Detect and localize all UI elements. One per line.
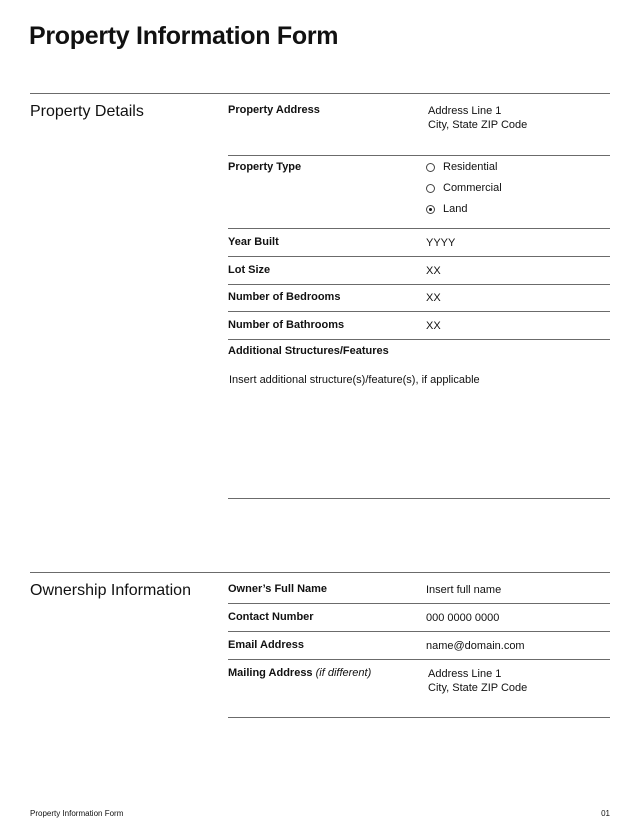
mailing-address-label-text: Mailing Address (228, 667, 313, 679)
row-divider (228, 311, 610, 312)
year-built-field[interactable]: YYYY (426, 237, 456, 249)
radio-label: Commercial (443, 182, 502, 194)
radio-land[interactable] (426, 203, 467, 215)
section-heading-ownership: Ownership Information (30, 582, 191, 599)
page-number: 01 (601, 809, 610, 818)
section-divider (30, 572, 610, 573)
lot-size-label: Lot Size (228, 264, 271, 276)
contact-number-label: Contact Number (228, 611, 314, 623)
additional-structures-field[interactable]: Insert additional structure(s)/feature(s), if applicable (229, 374, 480, 386)
footer-title: Property Information Form (30, 809, 124, 818)
row-divider (228, 256, 610, 257)
bedrooms-field[interactable]: XX (426, 292, 441, 304)
row-divider (228, 498, 610, 499)
contact-number-field[interactable]: 000 0000 0000 (426, 612, 500, 624)
mailing-address-field[interactable] (428, 667, 527, 695)
owner-name-field[interactable]: Insert full name (426, 584, 502, 596)
section-heading-property-details: Property Details (30, 103, 144, 120)
bathrooms-field[interactable]: XX (426, 320, 441, 332)
row-divider (228, 228, 610, 229)
row-divider (228, 659, 610, 660)
row-divider (228, 717, 610, 718)
address-line1: Address Line 1 (428, 105, 502, 117)
page-title: Property Information Form (29, 22, 339, 50)
row-divider (228, 284, 610, 285)
radio-circle-icon (426, 163, 435, 172)
additional-structures-label: Additional Structures/Features (228, 345, 389, 357)
year-built-label: Year Built (228, 236, 279, 248)
property-address-label: Property Address (228, 104, 320, 116)
mailing-address-line2: City, State ZIP Code (428, 682, 528, 694)
row-divider (228, 155, 610, 156)
property-address-field[interactable] (428, 104, 527, 132)
radio-label: Residential (443, 161, 498, 173)
email-field[interactable]: name@domain.com (426, 640, 525, 652)
mailing-address-line1: Address Line 1 (428, 668, 502, 680)
bathrooms-label: Number of Bathrooms (228, 319, 345, 331)
radio-residential[interactable] (426, 161, 497, 173)
address-line2: City, State ZIP Code (428, 119, 528, 131)
row-divider (228, 603, 610, 604)
radio-commercial[interactable] (426, 182, 502, 194)
row-divider (228, 339, 610, 340)
radio-label: Land (443, 203, 468, 215)
section-divider (30, 93, 610, 94)
lot-size-field[interactable]: XX (426, 265, 441, 277)
mailing-address-note: (if different) (315, 667, 372, 679)
mailing-address-label (228, 667, 371, 679)
radio-circle-icon (426, 184, 435, 193)
owner-name-label: Owner’s Full Name (228, 583, 328, 595)
radio-checked-icon (426, 205, 435, 214)
email-label: Email Address (228, 639, 305, 651)
row-divider (228, 631, 610, 632)
property-type-label: Property Type (228, 161, 302, 173)
bedrooms-label: Number of Bedrooms (228, 291, 341, 303)
